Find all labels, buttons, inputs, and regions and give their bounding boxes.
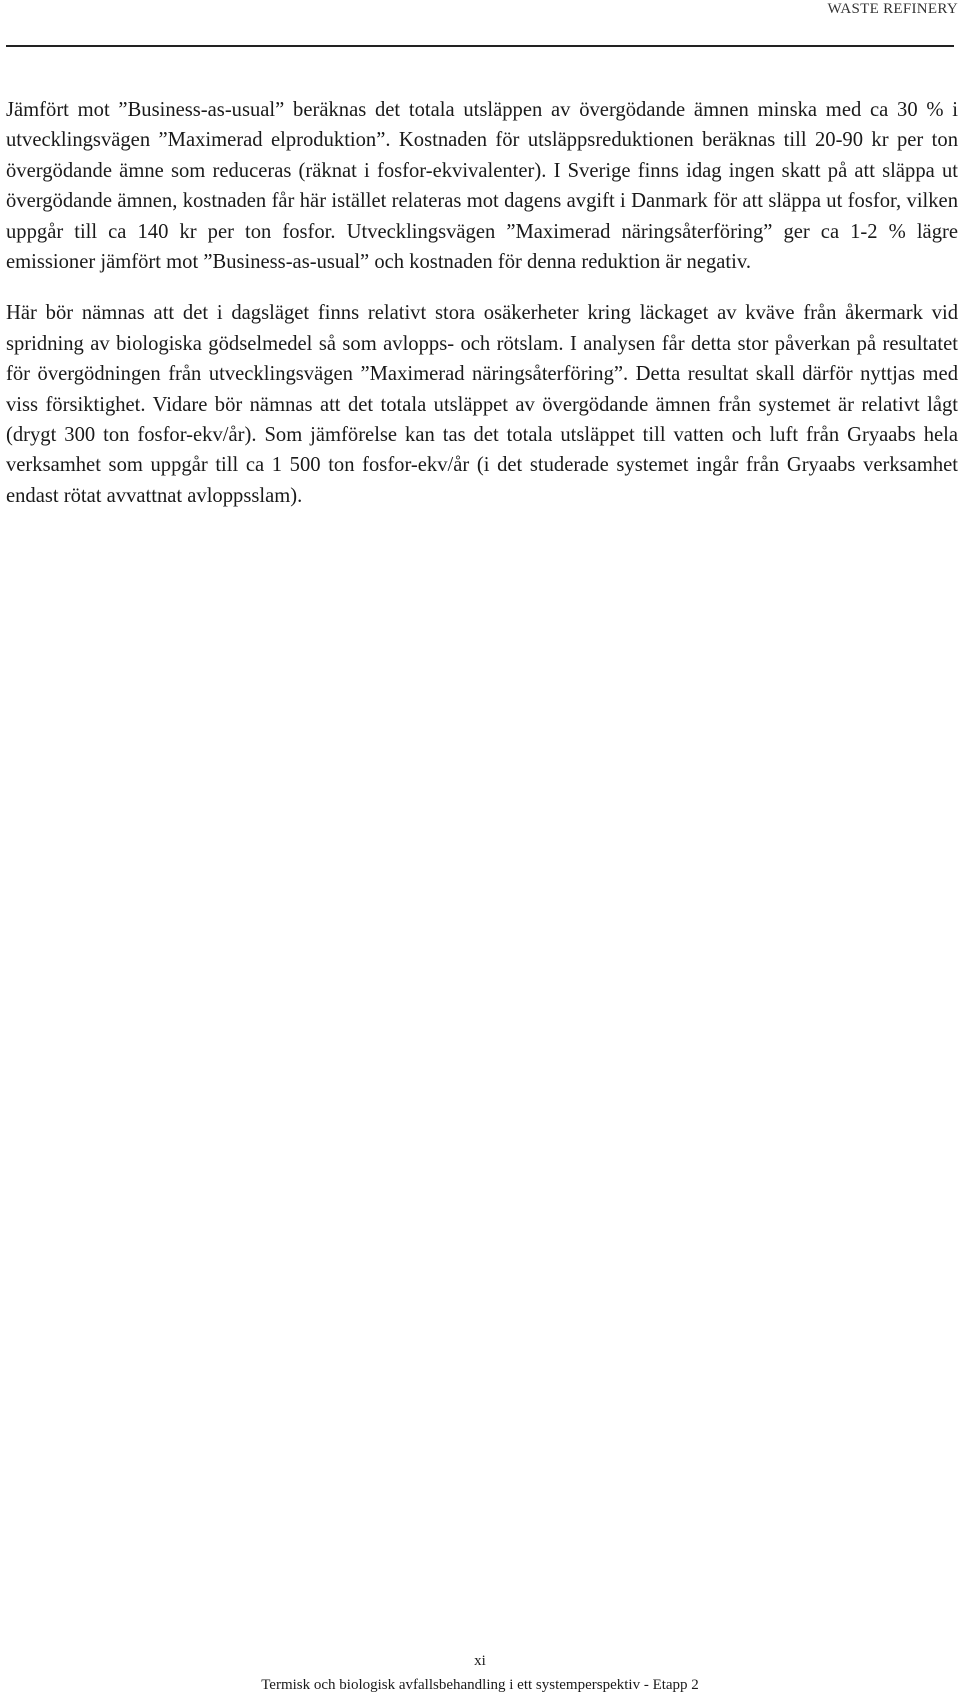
page-number: xi xyxy=(474,1653,486,1669)
body-text xyxy=(6,95,958,532)
paragraph-eutrophication-cost: Jämfört mot ”Business-as-usual” beräknas det totala utsläppen av övergödande ämnen minska med ca 30 % i utvecklingsvägen ”Maximerad elproduktion”. Kostnaden för utsläppsreduktionen beräknas till 20-90 kr per ton övergödande ämne som reduceras (räknat i fosfor-ekvivalenter). I Sverige finns idag ingen skatt på att släppa ut övergödande ämnen, kostnaden får här istället relateras mot dagens avgift i Danmark för att släppa ut fosfor, vilken uppgår till ca 140 kr per ton fosfor. Utvecklingsvägen ”Maximerad näringsåterföring” ger ca 1-2 % lägre emissioner jämfört mot ”Business-as-usual” och kostnaden för denna reduktion är negativ. xyxy=(6,99,958,274)
header-rule xyxy=(6,45,954,47)
paragraph-uncertainty: Här bör nämnas att det i dagsläget finns relativt stora osäkerheter kring läckaget av kväve från åkermark vid spridning av biologiska gödselmedel så som avlopps- och rötslam. I analysen får detta stor påverkan på resultatet för övergödningen från utvecklingsvägen ”Maximerad näringsåterföring”. Detta resultat skall därför nyttjas med viss försiktighet. Vidare bör nämnas att det totala utsläppet av övergödande ämnen från systemet är relativt lågt (drygt 300 ton fosfor-ekv/år). Som jämförelse kan tas det totala utsläppet till vatten och luft från Gryaabs hela verksamhet som uppgår till ca 1 500 ton fosfor-ekv/år (i det studerade systemet ingår från Gryaabs verksamhet endast rötat avvattnat avloppsslam). xyxy=(6,302,958,507)
running-footer: Termisk och biologisk avfallsbehandling i ett systemperspektiv - Etapp 2 xyxy=(261,1677,699,1693)
running-header: WASTE REFINERY xyxy=(827,1,958,17)
